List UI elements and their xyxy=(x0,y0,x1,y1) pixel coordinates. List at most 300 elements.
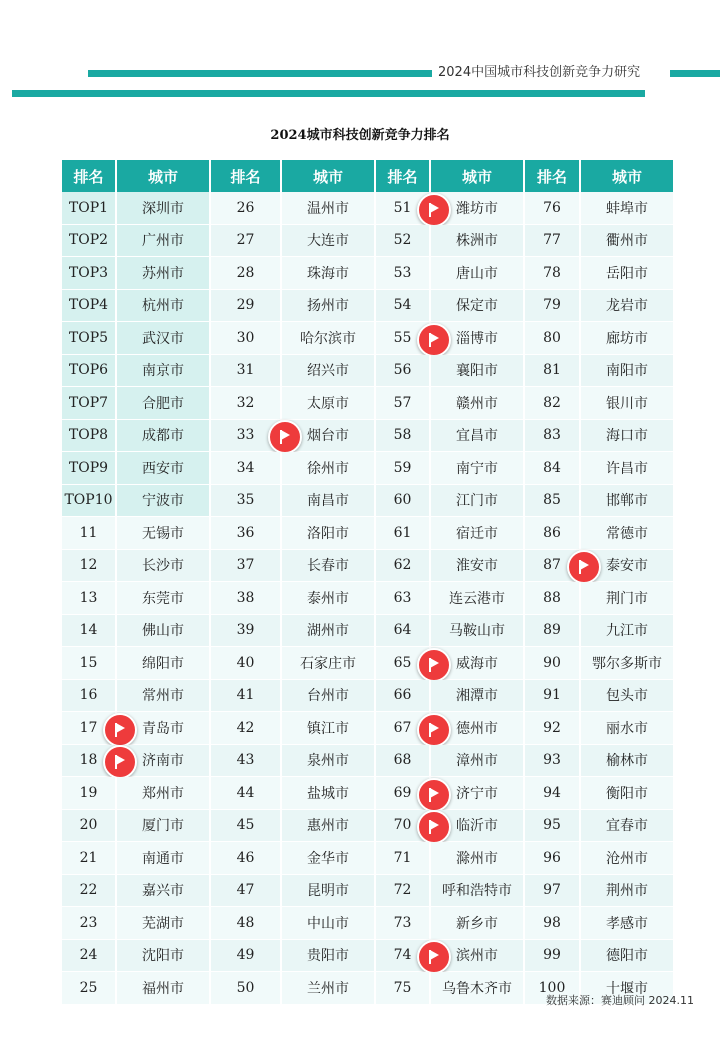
header-city: 城市 xyxy=(282,160,376,192)
rank-cell: 35 xyxy=(211,485,282,518)
city-cell xyxy=(117,940,211,973)
rank-cell: 26 xyxy=(211,192,282,225)
city-cell xyxy=(431,322,525,355)
city-name: 保定市 xyxy=(456,298,498,315)
city-name: 海口市 xyxy=(606,428,648,445)
rank-cell: 38 xyxy=(211,582,282,615)
rank-cell: 93 xyxy=(525,745,581,778)
rank-cell: 81 xyxy=(525,355,581,388)
table-row xyxy=(62,257,675,290)
rank-cell: 82 xyxy=(525,387,581,420)
rank-cell: 64 xyxy=(376,615,431,648)
rank-cell: 29 xyxy=(211,290,282,323)
city-name: 太原市 xyxy=(307,395,349,412)
city-cell xyxy=(431,257,525,290)
city-cell xyxy=(282,452,376,485)
location-pin-icon xyxy=(417,810,451,844)
city-cell xyxy=(117,810,211,843)
rank-cell: TOP6 xyxy=(62,355,117,388)
city-cell xyxy=(581,420,675,453)
city-cell xyxy=(282,290,376,323)
city-name: 邯郸市 xyxy=(606,493,648,510)
city-name: 武汉市 xyxy=(142,330,184,347)
location-pin-icon xyxy=(103,713,137,747)
rank-cell: 85 xyxy=(525,485,581,518)
city-cell xyxy=(581,680,675,713)
city-cell xyxy=(581,842,675,875)
rank-cell: 76 xyxy=(525,192,581,225)
rank-cell: 87 xyxy=(525,550,581,583)
rank-cell: 59 xyxy=(376,452,431,485)
rank-cell: 13 xyxy=(62,582,117,615)
rank-cell: 98 xyxy=(525,907,581,940)
rank-cell: 53 xyxy=(376,257,431,290)
city-cell xyxy=(282,615,376,648)
rank-cell: TOP7 xyxy=(62,387,117,420)
header-bar-left xyxy=(88,70,432,77)
city-name: 衡阳市 xyxy=(606,785,648,802)
rank-cell: 12 xyxy=(62,550,117,583)
table-body xyxy=(62,192,675,1005)
city-cell xyxy=(117,225,211,258)
city-name: 苏州市 xyxy=(142,265,184,282)
city-cell xyxy=(431,485,525,518)
city-name: 孝感市 xyxy=(606,915,648,932)
city-name: 沈阳市 xyxy=(142,948,184,965)
table-row xyxy=(62,940,675,973)
rank-cell: 60 xyxy=(376,485,431,518)
header-bar-right xyxy=(670,70,720,77)
city-name: 湘潭市 xyxy=(456,688,498,705)
city-cell xyxy=(282,192,376,225)
city-name: 榆林市 xyxy=(606,753,648,770)
city-cell xyxy=(431,875,525,908)
city-name: 包头市 xyxy=(606,688,648,705)
table-row xyxy=(62,875,675,908)
city-name: 常德市 xyxy=(606,525,648,542)
location-pin-icon xyxy=(268,420,302,454)
rank-cell: 14 xyxy=(62,615,117,648)
city-name: 南京市 xyxy=(142,363,184,380)
city-cell xyxy=(282,225,376,258)
rank-cell: 57 xyxy=(376,387,431,420)
city-name: 南通市 xyxy=(142,850,184,867)
city-name: 大连市 xyxy=(307,233,349,250)
city-name: 常州市 xyxy=(142,688,184,705)
rank-cell: 88 xyxy=(525,582,581,615)
city-cell xyxy=(117,485,211,518)
city-name: 宜昌市 xyxy=(456,428,498,445)
city-cell xyxy=(117,712,211,745)
header-city: 城市 xyxy=(581,160,675,192)
table-row xyxy=(62,225,675,258)
city-cell xyxy=(117,875,211,908)
city-cell xyxy=(117,777,211,810)
city-cell xyxy=(117,322,211,355)
ranking-table xyxy=(62,160,675,1005)
city-cell xyxy=(282,842,376,875)
city-cell xyxy=(431,907,525,940)
rank-cell: 56 xyxy=(376,355,431,388)
city-cell xyxy=(581,582,675,615)
rank-cell: 100 xyxy=(525,972,581,1005)
city-name: 宁波市 xyxy=(142,493,184,510)
rank-cell: 46 xyxy=(211,842,282,875)
city-cell xyxy=(431,712,525,745)
table-row xyxy=(62,745,675,778)
city-cell xyxy=(431,810,525,843)
city-cell xyxy=(117,842,211,875)
city-name: 嘉兴市 xyxy=(142,883,184,900)
rank-cell: 23 xyxy=(62,907,117,940)
data-source: 数据来源：赛迪顾问 2024.11 xyxy=(546,994,694,1007)
rank-cell: 40 xyxy=(211,647,282,680)
city-cell xyxy=(282,875,376,908)
rank-cell: 74 xyxy=(376,940,431,973)
city-cell xyxy=(431,355,525,388)
rank-cell: 54 xyxy=(376,290,431,323)
city-cell xyxy=(581,777,675,810)
table-row xyxy=(62,907,675,940)
rank-cell: 11 xyxy=(62,517,117,550)
city-cell xyxy=(282,322,376,355)
rank-cell: 66 xyxy=(376,680,431,713)
city-cell xyxy=(581,647,675,680)
city-cell xyxy=(431,387,525,420)
city-name: 惠州市 xyxy=(307,818,349,835)
city-name: 杭州市 xyxy=(142,298,184,315)
city-cell xyxy=(117,550,211,583)
rank-cell: 63 xyxy=(376,582,431,615)
city-name: 衢州市 xyxy=(606,233,648,250)
city-cell xyxy=(117,290,211,323)
rank-cell: TOP4 xyxy=(62,290,117,323)
table-row xyxy=(62,680,675,713)
rank-cell: TOP8 xyxy=(62,420,117,453)
city-cell xyxy=(282,550,376,583)
city-name: 芜湖市 xyxy=(142,915,184,932)
city-name: 石家庄市 xyxy=(300,655,356,672)
city-name: 台州市 xyxy=(307,688,349,705)
city-name: 中山市 xyxy=(307,915,349,932)
city-name: 温州市 xyxy=(307,200,349,217)
city-cell xyxy=(117,745,211,778)
rank-cell: 72 xyxy=(376,875,431,908)
rank-cell: 31 xyxy=(211,355,282,388)
city-name: 荆门市 xyxy=(606,590,648,607)
table-row xyxy=(62,420,675,453)
city-name: 烟台市 xyxy=(307,428,349,445)
city-name: 郑州市 xyxy=(142,785,184,802)
rank-cell: TOP9 xyxy=(62,452,117,485)
city-name: 呼和浩特市 xyxy=(442,883,512,900)
city-name: 丽水市 xyxy=(606,720,648,737)
city-name: 徐州市 xyxy=(307,460,349,477)
city-cell xyxy=(117,972,211,1005)
city-name: 廊坊市 xyxy=(606,330,648,347)
rank-cell: TOP2 xyxy=(62,225,117,258)
city-cell xyxy=(117,680,211,713)
city-name: 襄阳市 xyxy=(456,363,498,380)
rank-cell: 55 xyxy=(376,322,431,355)
rank-cell: 94 xyxy=(525,777,581,810)
rank-cell: 44 xyxy=(211,777,282,810)
city-cell xyxy=(581,485,675,518)
city-cell xyxy=(117,615,211,648)
city-name: 绵阳市 xyxy=(142,655,184,672)
city-name: 沧州市 xyxy=(606,850,648,867)
city-name: 十堰市 xyxy=(606,980,648,997)
city-cell xyxy=(581,192,675,225)
rank-cell: 32 xyxy=(211,387,282,420)
rank-cell: 17 xyxy=(62,712,117,745)
rank-cell: 52 xyxy=(376,225,431,258)
city-name: 长沙市 xyxy=(142,558,184,575)
city-name: 深圳市 xyxy=(142,200,184,217)
location-pin-icon xyxy=(567,550,601,584)
city-cell xyxy=(117,582,211,615)
city-cell xyxy=(581,810,675,843)
city-name: 绍兴市 xyxy=(307,363,349,380)
city-cell xyxy=(282,420,376,453)
city-cell xyxy=(282,257,376,290)
city-name: 昆明市 xyxy=(307,883,349,900)
city-name: 德州市 xyxy=(456,720,498,737)
city-name: 济南市 xyxy=(142,753,184,770)
city-name: 蚌埠市 xyxy=(606,200,648,217)
table-row xyxy=(62,810,675,843)
header-rank: 排名 xyxy=(376,160,431,192)
rank-cell: 41 xyxy=(211,680,282,713)
city-cell xyxy=(117,257,211,290)
rank-cell: 58 xyxy=(376,420,431,453)
city-name: 南宁市 xyxy=(456,460,498,477)
city-name: 连云港市 xyxy=(449,590,505,607)
rank-cell: 48 xyxy=(211,907,282,940)
city-cell xyxy=(431,842,525,875)
location-pin-icon xyxy=(417,778,451,812)
city-cell xyxy=(282,647,376,680)
rank-cell: 96 xyxy=(525,842,581,875)
city-name: 青岛市 xyxy=(142,720,184,737)
city-name: 泰安市 xyxy=(606,558,648,575)
city-cell xyxy=(117,907,211,940)
location-pin-icon xyxy=(417,713,451,747)
city-name: 株洲市 xyxy=(456,233,498,250)
city-cell xyxy=(581,875,675,908)
city-cell xyxy=(581,452,675,485)
rank-cell: 42 xyxy=(211,712,282,745)
table-row xyxy=(62,452,675,485)
city-cell xyxy=(581,550,675,583)
table-row xyxy=(62,777,675,810)
header-rank: 排名 xyxy=(525,160,581,192)
city-name: 滨州市 xyxy=(456,948,498,965)
rank-cell: 83 xyxy=(525,420,581,453)
city-name: 鄂尔多斯市 xyxy=(592,655,662,672)
city-name: 湖州市 xyxy=(307,623,349,640)
city-name: 荆州市 xyxy=(606,883,648,900)
rank-cell: 43 xyxy=(211,745,282,778)
table-header-row xyxy=(62,160,675,192)
city-cell xyxy=(117,517,211,550)
city-name: 福州市 xyxy=(142,980,184,997)
table-row xyxy=(62,615,675,648)
city-name: 潍坊市 xyxy=(456,200,498,217)
city-name: 广州市 xyxy=(142,233,184,250)
rank-cell: 50 xyxy=(211,972,282,1005)
city-name: 滁州市 xyxy=(456,850,498,867)
header-city: 城市 xyxy=(117,160,211,192)
city-cell xyxy=(117,452,211,485)
city-name: 哈尔滨市 xyxy=(300,330,356,347)
table-row xyxy=(62,647,675,680)
city-cell xyxy=(431,582,525,615)
ranking-title: 2024城市科技创新竞争力排名 xyxy=(270,128,450,143)
rank-cell: 37 xyxy=(211,550,282,583)
rank-cell: 92 xyxy=(525,712,581,745)
rank-cell: 84 xyxy=(525,452,581,485)
rank-cell: 34 xyxy=(211,452,282,485)
rank-cell: 30 xyxy=(211,322,282,355)
rank-cell: 75 xyxy=(376,972,431,1005)
city-name: 金华市 xyxy=(307,850,349,867)
city-name: 济宁市 xyxy=(456,785,498,802)
city-cell xyxy=(581,257,675,290)
city-cell xyxy=(117,387,211,420)
city-cell xyxy=(117,192,211,225)
city-cell xyxy=(581,712,675,745)
header-city: 城市 xyxy=(431,160,525,192)
city-cell xyxy=(581,745,675,778)
city-name: 长春市 xyxy=(307,558,349,575)
city-cell xyxy=(282,810,376,843)
rank-cell: 45 xyxy=(211,810,282,843)
city-name: 洛阳市 xyxy=(307,525,349,542)
city-cell xyxy=(431,550,525,583)
rank-cell: 78 xyxy=(525,257,581,290)
city-name: 合肥市 xyxy=(142,395,184,412)
rank-cell: 71 xyxy=(376,842,431,875)
rank-cell: 47 xyxy=(211,875,282,908)
city-cell xyxy=(431,680,525,713)
city-name: 无锡市 xyxy=(142,525,184,542)
city-cell xyxy=(431,972,525,1005)
city-cell xyxy=(431,192,525,225)
table-row xyxy=(62,842,675,875)
city-name: 南昌市 xyxy=(307,493,349,510)
city-cell xyxy=(117,647,211,680)
city-name: 唐山市 xyxy=(456,265,498,282)
rank-cell: 61 xyxy=(376,517,431,550)
rank-cell: 91 xyxy=(525,680,581,713)
city-cell xyxy=(282,517,376,550)
table-row xyxy=(62,485,675,518)
rank-cell: TOP3 xyxy=(62,257,117,290)
header-rank: 排名 xyxy=(62,160,117,192)
city-cell xyxy=(117,355,211,388)
location-pin-icon xyxy=(417,323,451,357)
rank-cell: 89 xyxy=(525,615,581,648)
rank-cell: 49 xyxy=(211,940,282,973)
rank-cell: 19 xyxy=(62,777,117,810)
rank-cell: 36 xyxy=(211,517,282,550)
city-cell xyxy=(431,452,525,485)
city-cell xyxy=(282,907,376,940)
city-name: 临沂市 xyxy=(456,818,498,835)
rank-cell: 39 xyxy=(211,615,282,648)
table-row xyxy=(62,712,675,745)
rank-cell: 69 xyxy=(376,777,431,810)
rank-cell: 80 xyxy=(525,322,581,355)
header-title: 2024中国城市科技创新竞争力研究 xyxy=(438,65,641,80)
rank-cell: 28 xyxy=(211,257,282,290)
city-cell xyxy=(282,355,376,388)
city-name: 厦门市 xyxy=(142,818,184,835)
table-row xyxy=(62,322,675,355)
city-name: 银川市 xyxy=(606,395,648,412)
city-name: 乌鲁木齐市 xyxy=(442,980,512,997)
city-cell xyxy=(431,647,525,680)
header-rank: 排名 xyxy=(211,160,282,192)
city-cell xyxy=(282,582,376,615)
city-name: 新乡市 xyxy=(456,915,498,932)
rank-cell: TOP10 xyxy=(62,485,117,518)
table-row xyxy=(62,192,675,225)
table-row xyxy=(62,290,675,323)
rank-cell: 22 xyxy=(62,875,117,908)
city-cell xyxy=(431,225,525,258)
rank-cell: 65 xyxy=(376,647,431,680)
city-cell xyxy=(282,777,376,810)
rank-cell: 20 xyxy=(62,810,117,843)
location-pin-icon xyxy=(417,940,451,974)
city-cell xyxy=(282,940,376,973)
city-name: 德阳市 xyxy=(606,948,648,965)
header-bar-bottom xyxy=(12,90,645,97)
city-cell xyxy=(581,387,675,420)
rank-cell: 62 xyxy=(376,550,431,583)
city-name: 南阳市 xyxy=(606,363,648,380)
city-name: 珠海市 xyxy=(307,265,349,282)
city-name: 淄博市 xyxy=(456,330,498,347)
city-cell xyxy=(581,355,675,388)
rank-cell: 15 xyxy=(62,647,117,680)
city-cell xyxy=(282,712,376,745)
rank-cell: 77 xyxy=(525,225,581,258)
location-pin-icon xyxy=(103,745,137,779)
city-name: 成都市 xyxy=(142,428,184,445)
city-name: 马鞍山市 xyxy=(449,623,505,640)
city-name: 盐城市 xyxy=(307,785,349,802)
location-pin-icon xyxy=(417,648,451,682)
rank-cell: 25 xyxy=(62,972,117,1005)
rank-cell: 18 xyxy=(62,745,117,778)
rank-cell: 16 xyxy=(62,680,117,713)
city-name: 许昌市 xyxy=(606,460,648,477)
city-name: 泉州市 xyxy=(307,753,349,770)
city-name: 威海市 xyxy=(456,655,498,672)
city-cell xyxy=(581,907,675,940)
city-cell xyxy=(581,225,675,258)
rank-cell: 90 xyxy=(525,647,581,680)
city-cell xyxy=(431,940,525,973)
city-name: 佛山市 xyxy=(142,623,184,640)
rank-cell: TOP5 xyxy=(62,322,117,355)
rank-cell: TOP1 xyxy=(62,192,117,225)
city-name: 泰州市 xyxy=(307,590,349,607)
city-cell xyxy=(581,290,675,323)
